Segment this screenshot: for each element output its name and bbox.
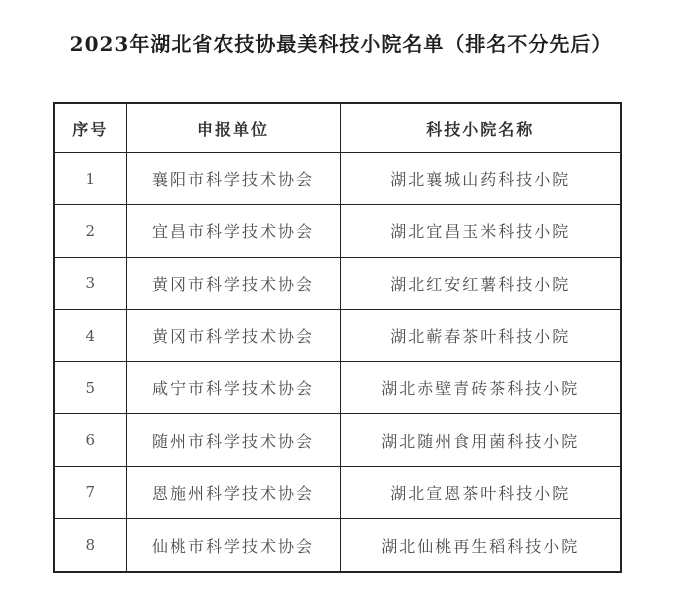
header-cell-college-name: 科技小院名称 <box>340 103 621 153</box>
cell-unit: 黄冈市科学技术协会 <box>126 257 340 309</box>
cell-unit: 恩施州科学技术协会 <box>126 466 340 518</box>
table-row <box>54 466 621 518</box>
cell-number: 3 <box>54 257 126 309</box>
header-cell-unit: 申报单位 <box>126 103 340 153</box>
cell-number: 2 <box>54 205 126 257</box>
table-row <box>54 257 621 309</box>
cell-number: 7 <box>54 466 126 518</box>
cell-number: 1 <box>54 153 126 205</box>
cell-unit: 随州市科学技术协会 <box>126 414 340 466</box>
cell-college-name: 湖北宜昌玉米科技小院 <box>340 205 621 257</box>
cell-number: 8 <box>54 519 126 572</box>
cell-unit: 仙桃市科学技术协会 <box>126 519 340 572</box>
header-cell-number: 序号 <box>54 103 126 153</box>
table-row <box>54 205 621 257</box>
cell-college-name: 湖北仙桃再生稻科技小院 <box>340 519 621 572</box>
table-row <box>54 362 621 414</box>
table-row <box>54 519 621 572</box>
cell-unit: 襄阳市科学技术协会 <box>126 153 340 205</box>
cell-unit: 宜昌市科学技术协会 <box>126 205 340 257</box>
cell-college-name: 湖北赤壁青砖茶科技小院 <box>340 362 621 414</box>
cell-number: 4 <box>54 309 126 361</box>
cell-number: 6 <box>54 414 126 466</box>
cell-number: 5 <box>54 362 126 414</box>
page-title: 2023年湖北省农技协最美科技小院名单（排名不分先后） <box>69 32 613 56</box>
cell-college-name: 湖北红安红薯科技小院 <box>340 257 621 309</box>
cell-unit: 黄冈市科学技术协会 <box>126 309 340 361</box>
table-header-row <box>54 103 621 153</box>
cell-college-name: 湖北宣恩茶叶科技小院 <box>340 466 621 518</box>
award-table <box>53 102 622 573</box>
cell-college-name: 湖北襄城山药科技小院 <box>340 153 621 205</box>
table-row <box>54 153 621 205</box>
table-row <box>54 309 621 361</box>
table-row <box>54 414 621 466</box>
cell-unit: 咸宁市科学技术协会 <box>126 362 340 414</box>
cell-college-name: 湖北蕲春茶叶科技小院 <box>340 309 621 361</box>
cell-college-name: 湖北随州食用菌科技小院 <box>340 414 621 466</box>
